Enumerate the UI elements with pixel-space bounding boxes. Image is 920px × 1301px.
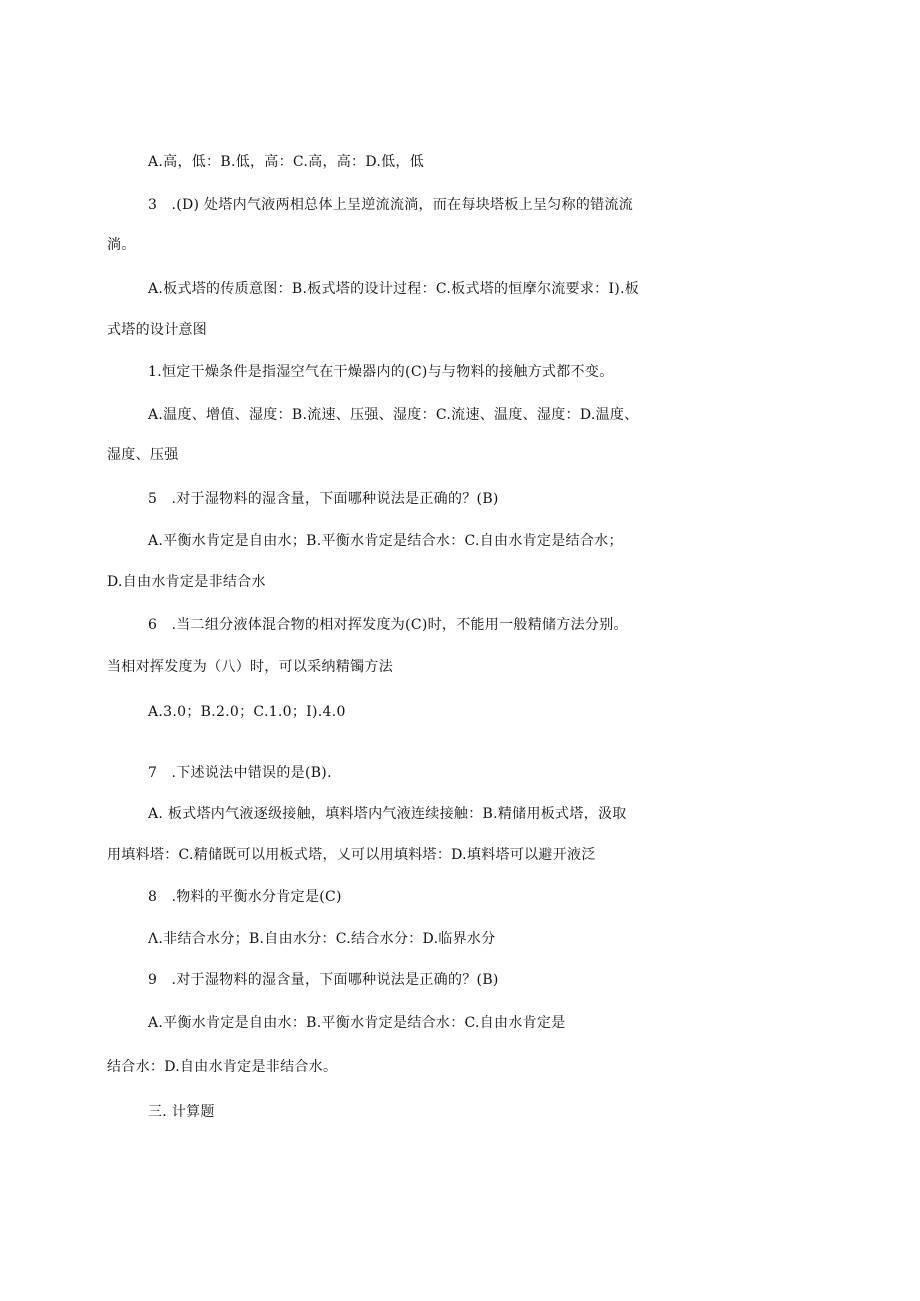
text-line: D.自由水肯定是非结合水 bbox=[107, 574, 266, 590]
text-line: A.板式塔的传质意图：B.板式塔的设计过程：C.板式塔的恒摩尔流要求：I).板 bbox=[148, 281, 640, 297]
text-line: 3 .(D) 处塔内气液两相总体上呈逆流流淌，而在每块塔板上呈匀称的错流流 bbox=[148, 197, 634, 213]
text-line: A.平衡水肯定是自由水；B.平衡水肯定是结合水：C.自由水肯定是结合水； bbox=[148, 533, 623, 549]
text-line: 式塔的设计意图 bbox=[107, 322, 208, 338]
text-line: A.高，低：B.低，高：C.高，高：D.低，低 bbox=[148, 154, 425, 170]
text-line: 用填料塔：C.精储既可以用板式塔，乂可以用填料塔：D.填料塔可以避开液泛 bbox=[107, 847, 596, 863]
text-line: A.3.0；B.2.0；C.1.0；I).4.0 bbox=[148, 704, 346, 720]
text-line: 5 .对于湿物料的湿含量，下面哪种说法是正确的？(B) bbox=[148, 491, 499, 507]
text-line: A.平衡水肯定是自由水：B.平衡水肯定是结合水：C.自由水肯定是 bbox=[148, 1015, 566, 1031]
text-line: 6 .当二组分液体混合物的相对挥发度为(C)时，不能用一般精储方法分别。 bbox=[148, 617, 628, 633]
text-line: 当相对挥发度为（八）时，可以采纳精镯方法 bbox=[107, 659, 393, 675]
text-line: A.温度、增值、湿度：B.流速、压强、湿度：C.流速、温度、湿度：D.温度、 bbox=[148, 407, 639, 423]
text-line: A. 板式塔内气液逐级接触，填料塔内气液连续接触：B.精储用板式塔，汲取 bbox=[148, 806, 627, 822]
text-line: 1.恒定干燥条件是指湿空气在干燥器内的(C)与与物料的接触方式都不变。 bbox=[148, 364, 614, 380]
section-heading: 三. 计算题 bbox=[148, 1104, 215, 1120]
text-line: 9 .对于湿物料的湿含量，下面哪种说法是正确的？(B) bbox=[148, 972, 499, 988]
text-line: 湿度、压强 bbox=[107, 447, 179, 463]
text-line: 结合水：D.自由水肯定是非结合水。 bbox=[107, 1059, 338, 1075]
text-line: 7 .下述说法中错误的是(B). bbox=[148, 765, 332, 781]
text-line: Λ.非结合水分；B.自由水分：C.结合水分：D.临界水分 bbox=[148, 931, 496, 947]
text-line: 8 .物料的平衡水分肯定是(C) bbox=[148, 889, 342, 905]
text-line: 淌。 bbox=[107, 237, 136, 253]
